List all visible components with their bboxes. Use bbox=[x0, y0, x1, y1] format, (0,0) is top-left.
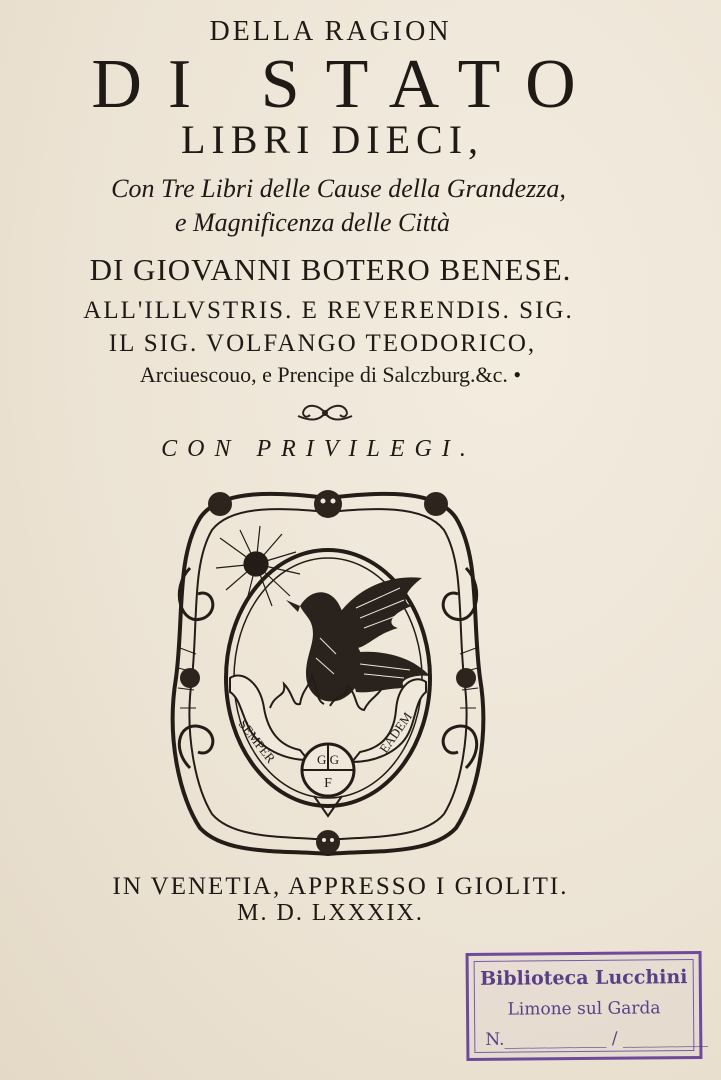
subtitle-line-2: e Magnificenza delle Città bbox=[174, 208, 451, 237]
device-shield-bottom: F bbox=[324, 776, 332, 791]
fleuron-ornament-icon bbox=[292, 402, 358, 424]
dedication-line-1: ALL'ILLVSTRIS. E REVERENDIS. SIG. bbox=[83, 297, 574, 324]
subtitle-line-1: Con Tre Libri delle Cause della Grandezza, bbox=[111, 174, 566, 203]
library-stamp bbox=[466, 951, 709, 1061]
device-banner-left: SEMPER bbox=[235, 716, 279, 766]
device-banner-right: EADEM bbox=[376, 709, 415, 756]
device-shield-top: G G bbox=[316, 752, 340, 767]
author-line: DI GIOVANNI BOTERO BENESE. bbox=[89, 252, 572, 287]
imprint-line: IN VENETIA, APPRESSO I GIOLITI. bbox=[112, 873, 569, 900]
dedication-line-2: IL SIG. VOLFANGO TEODORICO, bbox=[108, 330, 537, 357]
dedication-line-3: Arciuescouo, e Prencipe di Salczburg.&c. • bbox=[139, 362, 522, 387]
date-line: M. D. LXXXIX. bbox=[237, 900, 424, 926]
title-line-della-ragion: DELLA RAGION bbox=[209, 16, 452, 47]
title-line-di-stato: DI STATO bbox=[91, 46, 602, 123]
stamp-line-1: Biblioteca Lucchini bbox=[479, 966, 688, 990]
privilege-line: CON PRIVILEGI. bbox=[161, 436, 476, 462]
stamp-line-3: N.____________ / __________ bbox=[485, 1027, 709, 1050]
printers-device-phoenix bbox=[160, 478, 496, 862]
title-line-libri-dieci: LIBRI DIECI, bbox=[180, 117, 485, 162]
stamp-line-2: Limone sul Garda bbox=[507, 998, 661, 1020]
